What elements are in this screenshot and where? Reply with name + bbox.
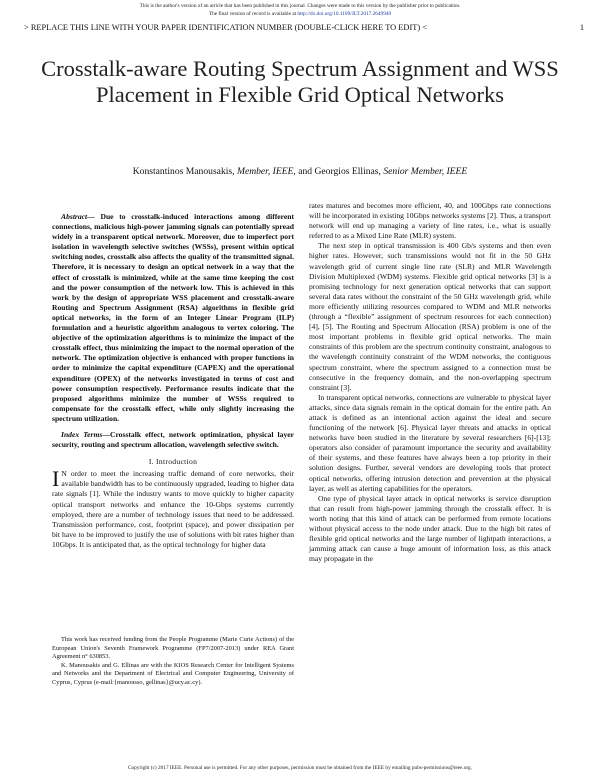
footnotes	[52, 636, 294, 688]
author-1: Konstantinos Manousakis,	[132, 166, 235, 177]
right-paragraph-4: One type of physical layer attack in optical networks is service disruption that can result from high-power jamming through the crosstalk effect. It is worth noting that this kind of attack can be performed from remote locations without physical access to the node under attack. Due to the high bit rates of flexible grid optical networks and the large number of lightpath interactions, a jamming attack can cause a huge amount of information loss, as this attack may propagate in the	[309, 493, 551, 564]
running-header	[24, 22, 584, 33]
footnote-affiliation: K. Manousakis and G. Ellinas are with the KIOS Research Center for Intelligent Systems and Networks and the Department of Electrical and Computer Engineering, University of Cyprus, Cyprus (e-mail:{manousso, gellinas}@ucy.ac.cy).	[52, 661, 294, 686]
abstract-text: — Due to crosstalk-induced interactions among different connections, malicious high-power jamming signals can potentially spread widely in a transparent optical network. Moreover, due to imperfect port isolation in wavelength selective switches (WSSs), present within optical switching nodes, crosstalk also affects the quality of the transmitted signal. Therefore, it is necessary to design an optical network in a way that the effect of crosstalk is minimized, while at the same time keeping the cost and the power consumption of the network low. This is achieved in this work by the design of appropriate WSS placement and crosstalk-aware Routing and Spectrum Assignment (RSA) algorithms in flexible grid optical networks, in the form of an Integer Linear Program (ILP) formulation and a heuristic algorithm analogous to vertex coloring. The objective of the optimization algorithms is to minimize the impact of the crosstalk effect, thus minimizing the impact to the normal operation of the network. The optimization objective is enhanced with proper functions in order to minimize the capital expenditure (CAPEX) and the operational expenditure (OPEX) of the networks investigated in terms of cost and power consumption respectively. Performance results indicate that the proposed algorithms minimize the number of WSSs required to compensate for the crosstalk effect, while only slightly increasing the spectrum utilization.	[52, 212, 294, 423]
right-paragraph-3: In transparent optical networks, connections are vulnerable to physical layer attacks, since data signals remain in the optical domain for the entire path. An attack is defined as an intentional action against the ideal and secure functioning of the network [6]. Physical layer threats and attacks in optical networks have been studied in the literature by several researchers [6]-[13]; operators also consider of paramount importance the security and availability of their systems, and these features have always been a top priority in their solution designs. Further, several vendors are developing tools that protect optical networks, offering intrusion detection and prevention at the physical layer, as well as alerting capabilities for the operators.	[309, 392, 551, 493]
index-terms	[52, 430, 294, 450]
abstract	[52, 212, 294, 424]
drop-cap: I	[52, 466, 60, 492]
right-paragraph-1: rates matures and becomes more efficient, 40, and 100Gbps rate connections will be incorporated in existing 10Gbps networks systems [2]. Thus, a transport network will end up managing a variety of line rates, i.e., what is usually referred to as a Mixed Line Rate (MLR) system.	[309, 201, 551, 241]
index-terms-text: —Crosstalk effect, network optimization, physical layer security, routing and spectrum allocation, wavelength selective switch.	[52, 429, 294, 450]
index-terms-label: Index Terms	[61, 429, 103, 439]
author-line	[40, 166, 560, 178]
left-column	[52, 212, 294, 550]
author-2: and Georgios Ellinas,	[298, 166, 381, 177]
abstract-label: Abstract	[61, 212, 88, 221]
final-version-notice	[0, 11, 600, 18]
doi-link[interactable]: http://dx.doi.org/10.1109/JLT.2017.2649940	[297, 11, 392, 17]
footnote-funding: This work has received funding from the People Programme (Marie Curie Actions) of the European Union's Seventh Framework Programme (FP7/2007-2013) under REA Grant Agreement n° 630853.	[52, 636, 294, 661]
author-1-role: Member, IEEE,	[236, 166, 296, 177]
copyright-footer: Copyright (c) 2017 IEEE. Personal use is permitted. For any other purposes, permission must be obtained from the IEEE by emailing pubs-permissions@ieee.org.	[127, 765, 472, 771]
intro-paragraph-1	[52, 466, 294, 550]
header-text: > REPLACE THIS LINE WITH YOUR PAPER IDENTIFICATION NUMBER (DOUBLE-CLICK HERE TO EDIT) <	[24, 23, 427, 32]
section-heading-introduction: I. Introduction	[148, 457, 198, 467]
final-version-text: The final version of record is available at	[208, 11, 297, 17]
page-number: 1	[579, 23, 584, 32]
author-2-role: Senior Member, IEEE	[383, 166, 468, 177]
right-paragraph-2: The next step in optical transmission is 400 Gb/s systems and then even higher rates. However, such transmissions would not fit in the 50 GHz wavelength grid of current single line rate (SLR) and MLR Wavelength Division Multiplexed (WDM) systems. Flexible grid optical networks [3] is a promising technology for next generation optical networks that can support several data rates without the constraint of the 50 GHz wavelength grid, while more efficiently utilizing resources compared to WDM and MLR networks (through a “flexible” assignment of spectrum resources for each connection) [4], [5]. The Routing and Spectrum Allocation (RSA) problem is one of the most important problems in flexible grid optical networks. The main constraints of this problem are the spectrum continuity constraint, analogous to the wavelength continuity constraint of the WDM networks, the contiguous spectrum constraint, where the spectrum assigned to a connection must be consecutive in the frequency domain, and the non-overlapping spectrum constraint [3].	[309, 241, 551, 392]
right-column	[309, 201, 551, 564]
intro-paragraph-1-text: N order to meet the increasing traffic demand of core networks, their available bandwidth has to be continuously upgraded, leading to higher data rate signals [1]. While the industry wants to move quickly to higher capacity optical transport networks and enhance the 10-Gbps systems currently employed, there are a number of technology issues that need to be addressed. Transmission performance, cost, footprint (space), and power dissipation per bit have to be improved to justify the use of solutions with bit rates higher than 10Gbps. It is anticipated that, as the optical technology for higher data	[52, 469, 294, 549]
paper-title: Crosstalk-aware Routing Spectrum Assignment and WSS Placement in Flexible Grid Optical Networks	[41, 56, 559, 107]
publication-notice: This is the author's version of an article that has been published in this journal. Changes were made to this version by the publisher prior to publication.	[139, 3, 461, 9]
